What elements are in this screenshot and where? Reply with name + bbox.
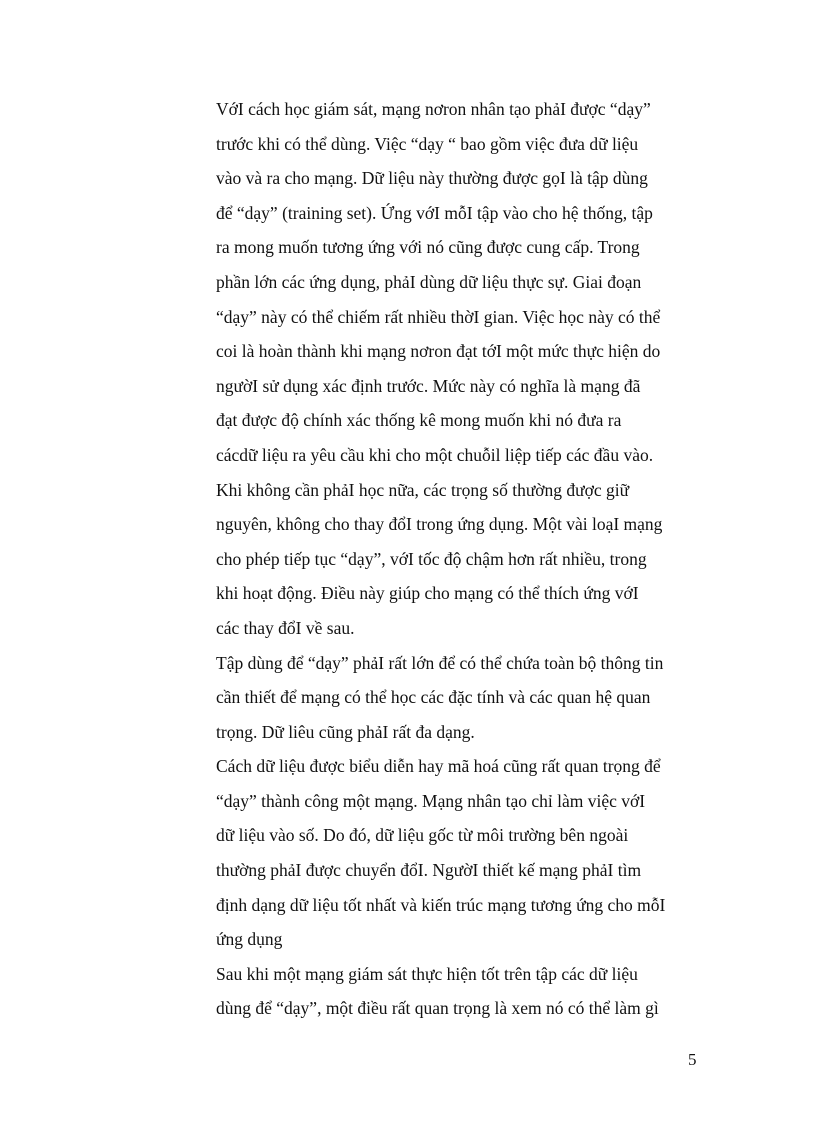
text-line: ngườI sử dụng xác định trước. Mức này có nghĩa là mạng đã bbox=[216, 375, 641, 396]
text-line: Sau khi một mạng giám sát thực hiện tốt trên tập các dữ liệu bbox=[216, 963, 638, 984]
text-line: vào và ra cho mạng. Dữ liệu này thường được gọI là tập dùng bbox=[216, 168, 648, 189]
text-line: dữ liệu vào số. Do đó, dữ liệu gốc từ môi trường bên ngoài bbox=[216, 825, 629, 846]
text-line: coi là hoàn thành khi mạng nơron đạt tớI một mức thực hiện do bbox=[216, 341, 661, 362]
text-line: phần lớn các ứng dụng, phảI dùng dữ liệu thực sự. Giai đoạn bbox=[216, 271, 642, 292]
text-line: thường phảI được chuyển đổI. NgườI thiết kế mạng phảI tìm bbox=[216, 860, 642, 881]
text-line: để “dạy” (training set). Ứng vớI mỗI tập vào cho hệ thống, tập bbox=[216, 202, 653, 223]
text-line: định dạng dữ liệu tốt nhất và kiến trúc mạng tương ứng cho mỗI bbox=[216, 894, 666, 915]
text-line: cácdữ liệu ra yêu cầu khi cho một chuỗil liệp tiếp các đầu vào. bbox=[216, 444, 654, 465]
body-text bbox=[216, 92, 716, 1026]
page-number: 5 bbox=[688, 1050, 697, 1069]
text-line: dùng để “dạy”, một điều rất quan trọng là xem nó có thể làm gì bbox=[216, 998, 659, 1019]
text-line: Cách dữ liệu được biểu diễn hay mã hoá cũng rất quan trọng để bbox=[216, 756, 661, 777]
text-line: VớI cách học giám sát, mạng nơron nhân tạo phảI được “dạy” bbox=[216, 99, 651, 119]
text-line: “dạy” thành công một mạng. Mạng nhân tạo chỉ làm việc vớI bbox=[216, 790, 646, 811]
text-line: đạt được độ chính xác thống kê mong muốn khi nó đưa ra bbox=[216, 410, 622, 431]
text-line: “dạy” này có thể chiếm rất nhiều thờI gian. Việc học này có thể bbox=[216, 306, 661, 327]
text-line: Khi không cần phảI học nữa, các trọng số thường được giữ bbox=[216, 479, 630, 500]
text-line: nguyên, không cho thay đổI trong ứng dụng. Một vài loạI mạng bbox=[216, 514, 663, 535]
text-line: khi hoạt động. Điều này giúp cho mạng có thể thích ứng vớI bbox=[216, 583, 639, 604]
text-line: ứng dụng bbox=[216, 929, 283, 950]
text-line: trọng. Dữ liêu cũng phảI rất đa dạng. bbox=[216, 721, 475, 742]
text-line: Tập dùng để “dạy” phảI rất lớn để có thể chứa toàn bộ thông tin bbox=[216, 652, 664, 673]
text-line: trước khi có thể dùng. Việc “dạy “ bao gồm việc đưa dữ liệu bbox=[216, 133, 639, 154]
text-line: cho phép tiếp tục “dạy”, vớI tốc độ chậm hơn rất nhiều, trong bbox=[216, 548, 647, 569]
text-line: các thay đổI về sau. bbox=[216, 617, 355, 638]
text-line: ra mong muốn tương ứng với nó cũng được cung cấp. Trong bbox=[216, 237, 640, 258]
text-line: cần thiết để mạng có thể học các đặc tính và các quan hệ quan bbox=[216, 687, 651, 708]
